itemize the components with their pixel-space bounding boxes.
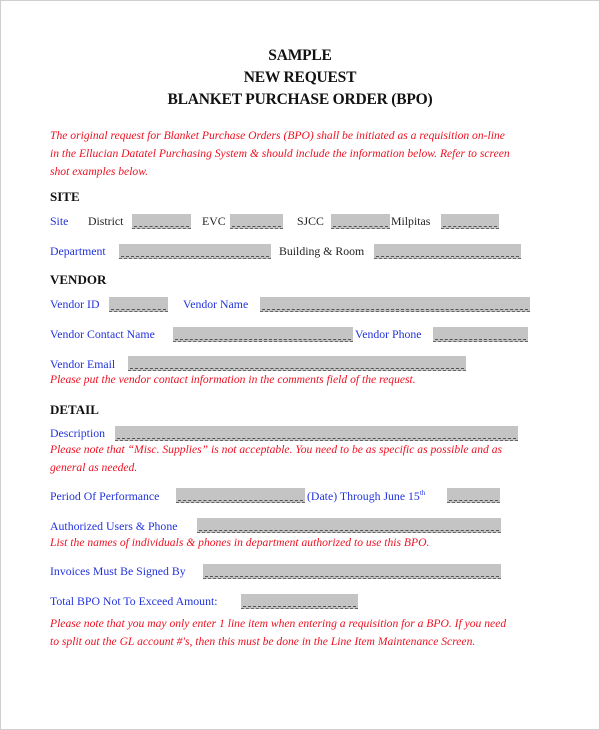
sjcc-field[interactable] — [331, 214, 390, 229]
authorized-users-field[interactable] — [197, 518, 501, 533]
period-through-text — [307, 489, 425, 504]
vendor-heading: VENDOR — [50, 272, 107, 287]
description-label: Description — [50, 426, 106, 440]
authorized-users-note: List the names of individuals & phones in department authorized to use this BPO. — [50, 536, 430, 549]
site-heading: SITE — [50, 189, 80, 204]
invoices-signed-by-field[interactable] — [203, 564, 501, 579]
district-field[interactable] — [132, 214, 191, 229]
description-note — [50, 441, 502, 477]
vendor-name-label: Vendor Name — [183, 297, 249, 311]
department-label: Department — [50, 244, 106, 258]
final-note-line-2: to split out the GL account #'s, then this must be done in the Line Item Maintenance Screen. — [50, 635, 476, 648]
authorized-users-label: Authorized Users & Phone — [50, 519, 178, 533]
intro-note — [50, 127, 510, 181]
period-superscript: th — [419, 489, 426, 498]
final-note-line-1: Please note that you may only enter 1 line item when entering a requisition for a BPO. If you need — [50, 617, 507, 630]
description-note-line-1: Please note that “Misc. Supplies” is not acceptable. You need to be as specific as possible and as — [50, 443, 503, 456]
period-start-field[interactable] — [176, 488, 305, 503]
vendor-note: Please put the vendor contact information in the comments field of the request. — [50, 373, 416, 386]
vendor-name-field[interactable] — [260, 297, 530, 312]
invoices-signed-by-label: Invoices Must Be Signed By — [50, 564, 186, 578]
vendor-contact-name-field[interactable] — [173, 327, 353, 342]
vendor-email-field[interactable] — [128, 356, 466, 371]
vendor-phone-field[interactable] — [433, 327, 528, 342]
total-amount-label: Total BPO Not To Exceed Amount: — [50, 594, 218, 608]
vendor-contact-name-label: Vendor Contact Name — [50, 327, 155, 341]
vendor-id-label: Vendor ID — [50, 297, 100, 311]
total-amount-field[interactable] — [241, 594, 358, 609]
intro-line-1: The original request for Blanket Purchase Orders (BPO) shall be initiated as a requisition on-line — [50, 129, 505, 142]
evc-field[interactable] — [230, 214, 283, 229]
final-note — [50, 615, 506, 651]
milpitas-label: Milpitas — [391, 214, 431, 228]
period-mid-text: (Date) Through June 15 — [307, 489, 420, 503]
vendor-email-label: Vendor Email — [50, 357, 116, 371]
evc-label: EVC — [202, 214, 226, 228]
building-room-field[interactable] — [374, 244, 521, 259]
title-bpo: BLANKET PURCHASE ORDER (BPO) — [167, 91, 433, 108]
document-title — [1, 45, 599, 111]
milpitas-field[interactable] — [441, 214, 499, 229]
period-end-field[interactable] — [447, 488, 500, 503]
title-new-request: NEW REQUEST — [243, 69, 357, 86]
vendor-id-field[interactable] — [109, 297, 168, 312]
period-label: Period Of Performance — [50, 489, 160, 503]
detail-heading: DETAIL — [50, 402, 99, 417]
intro-line-2: in the Ellucian Datatel Purchasing System & should include the information below. Refer to screen — [50, 147, 510, 160]
site-label: Site — [50, 214, 69, 228]
district-label: District — [88, 214, 124, 228]
title-sample: SAMPLE — [268, 47, 332, 64]
vendor-phone-label: Vendor Phone — [355, 327, 422, 341]
description-note-line-2: general as needed. — [50, 461, 138, 474]
department-field[interactable] — [119, 244, 271, 259]
description-field[interactable] — [115, 426, 518, 441]
intro-line-3: shot examples below. — [50, 165, 148, 178]
building-room-label: Building & Room — [279, 244, 365, 258]
sjcc-label: SJCC — [297, 214, 324, 228]
